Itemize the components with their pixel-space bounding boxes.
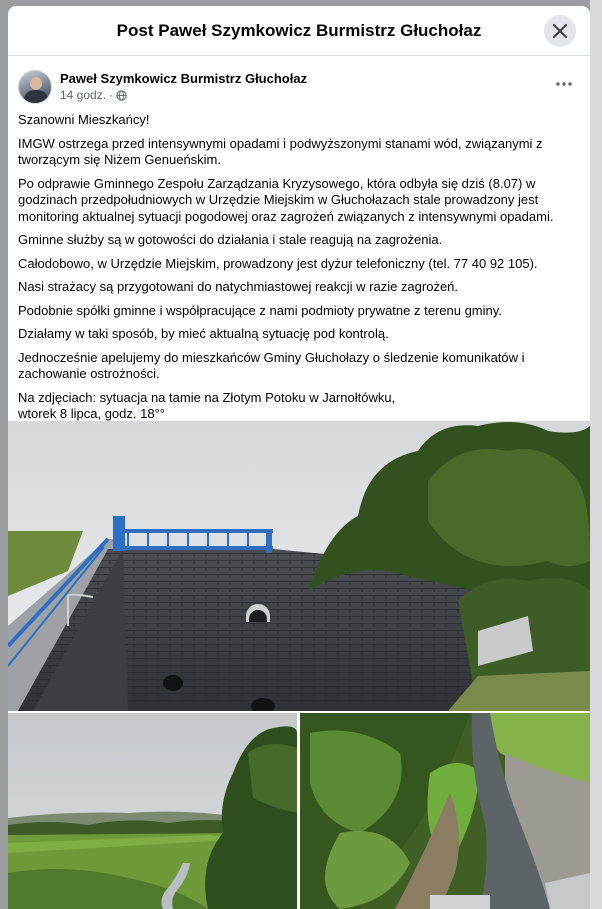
post-photo-valley[interactable] bbox=[8, 713, 297, 909]
post-paragraph: Gminne służby są w gotowości do działania i stale reagują na zagrożenia. bbox=[18, 232, 443, 247]
author-name[interactable]: Paweł Szymkowicz Burmistrz Głuchołaz bbox=[60, 71, 308, 86]
post-text bbox=[8, 108, 590, 423]
more-options-icon bbox=[556, 82, 572, 86]
post-photo-dam[interactable] bbox=[8, 421, 590, 711]
post-paragraph: IMGW ostrzega przed intensywnymi opadami i podwyższonymi stanami wód, związanymi z tworzącym się Niżem Genueńskim. bbox=[18, 135, 543, 167]
post-paragraph: Całodobowo, w Urzędzie Miejskim, prowadzony jest dyżur telefoniczny (tel. 77 40 92 105). bbox=[18, 255, 538, 271]
post-paragraph: Działamy w taki sposób, by mieć aktualną sytuację pod kontrolą. bbox=[18, 326, 389, 341]
post-modal bbox=[8, 6, 590, 909]
post-paragraph: Nasi strażacy są przygotowani do natychmiastowej reakcji w razie zagrożeń. bbox=[18, 279, 459, 294]
post-paragraph: Po odprawie Gminnego Zespołu Zarządzania Kryzysowego, która odbyła się dziś (8.07) w godzinach przedpołudniowych w Urzędzie Miejskim w Głuchołazach stale prowadzony jest monitoring aktualnej sytuacji pogodowej oraz zagrożeń związanych z intensywnymi opadami. bbox=[18, 175, 554, 224]
photo-grid bbox=[8, 713, 590, 909]
post-photo-channel[interactable] bbox=[300, 713, 590, 909]
modal-title: Post Paweł Szymkowicz Burmistrz Głuchołaz bbox=[116, 20, 482, 40]
avatar[interactable] bbox=[18, 70, 52, 104]
globe-icon bbox=[116, 90, 127, 101]
post-meta: 14 godz. · bbox=[60, 87, 307, 103]
post-header bbox=[8, 56, 590, 108]
more-options-button[interactable] bbox=[550, 70, 578, 98]
modal-header bbox=[8, 6, 590, 56]
post-time[interactable]: 14 godz. bbox=[60, 88, 107, 102]
post-paragraph: Podobnie spółki gminne i współpracujące z nami podmioty prywatne z terenu gminy. bbox=[18, 302, 502, 318]
post-paragraph: Szanowni Mieszkańcy! bbox=[18, 112, 150, 127]
close-icon bbox=[553, 24, 567, 38]
post-paragraph: Jednocześnie apelujemy do mieszkańców Gminy Głuchołazy o śledzenie komunikatów i zachowanie ostrożności. bbox=[18, 349, 525, 381]
close-button[interactable] bbox=[544, 15, 576, 47]
photo-caption: Na zdjęciach: sytuacja na tamie na Złotym Potoku w Jarnołtówku, wtorek 8 lipca, godz. 18°° bbox=[18, 389, 396, 421]
backdrop bbox=[590, 0, 602, 909]
